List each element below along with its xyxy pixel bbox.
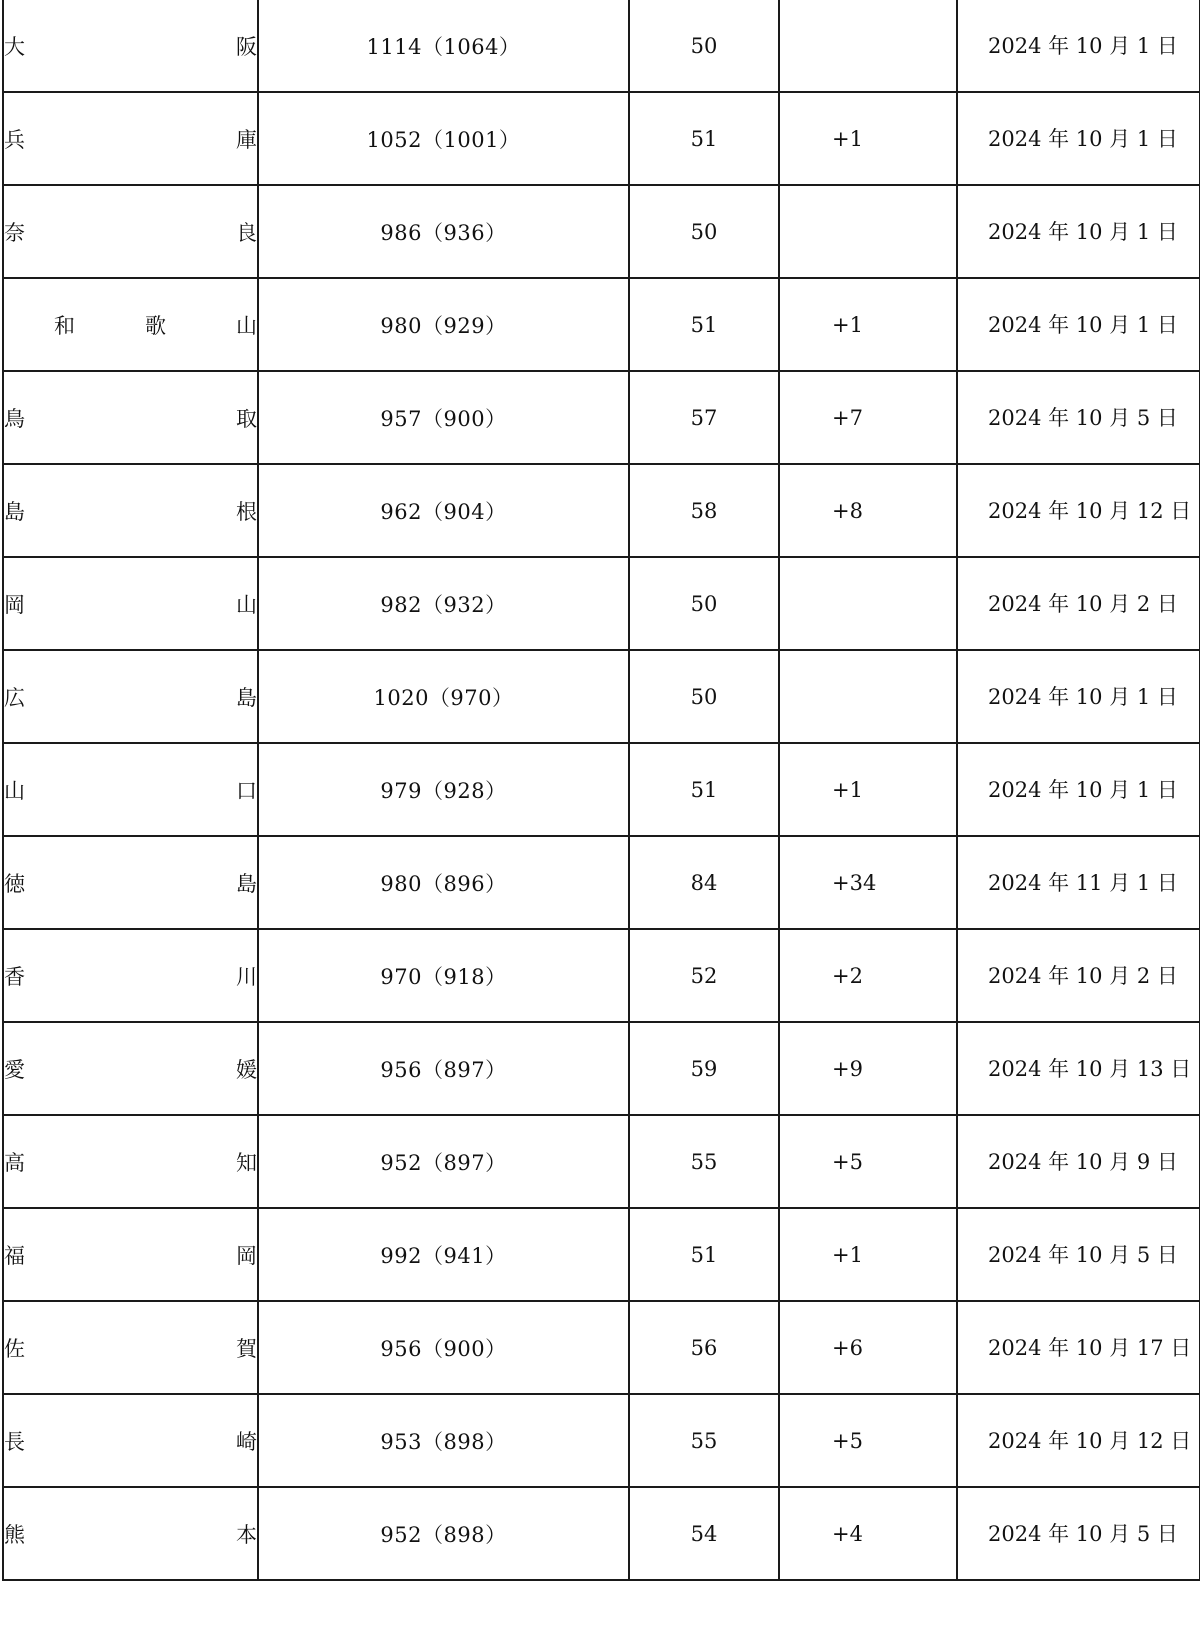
- table-row: [3, 743, 1200, 836]
- difference-cell: [779, 185, 957, 278]
- prefecture-char: 媛: [236, 1057, 257, 1082]
- table-row: [3, 557, 1200, 650]
- prefecture-char: 福: [4, 1243, 25, 1268]
- effective-date-cell: [957, 92, 1200, 185]
- prefecture-char: 奈: [4, 220, 25, 245]
- prefecture-name: [4, 1426, 257, 1456]
- prefecture-name: [54, 310, 257, 340]
- effective-date-cell: [957, 0, 1200, 92]
- prefecture-char: 知: [236, 1150, 257, 1175]
- prefecture-name: [4, 961, 257, 991]
- prefecture-cell: [3, 557, 258, 650]
- effective-date: 2024 年 10 月 1 日: [988, 33, 1178, 58]
- difference-cell: [779, 650, 957, 743]
- wage-amount-cell: 962（904）: [258, 464, 629, 557]
- wage-amount-cell: 952（897）: [258, 1115, 629, 1208]
- table-row: [3, 0, 1200, 92]
- raise-amount-cell: 52: [629, 929, 779, 1022]
- wage-amount-cell: 952（898）: [258, 1487, 629, 1580]
- raise-amount-cell: 51: [629, 278, 779, 371]
- effective-date-cell: [957, 1208, 1200, 1301]
- prefecture-name: [4, 496, 257, 526]
- difference-cell: +5: [779, 1394, 957, 1487]
- prefecture-char: 山: [236, 592, 257, 617]
- effective-date-cell: [957, 557, 1200, 650]
- prefecture-char: 山: [4, 778, 25, 803]
- effective-date-cell: [957, 1115, 1200, 1208]
- prefecture-char: 口: [236, 778, 257, 803]
- raise-amount-cell: 50: [629, 650, 779, 743]
- prefecture-name: [4, 868, 257, 898]
- prefecture-char: 愛: [4, 1057, 25, 1082]
- prefecture-char: 川: [236, 964, 257, 989]
- effective-date: 2024 年 10 月 12 日: [988, 498, 1192, 523]
- prefecture-cell: [3, 371, 258, 464]
- difference-cell: +8: [779, 464, 957, 557]
- difference-cell: +1: [779, 1208, 957, 1301]
- wage-amount-cell: 980（896）: [258, 836, 629, 929]
- raise-amount-cell: 55: [629, 1394, 779, 1487]
- prefecture-char: 岡: [4, 592, 25, 617]
- prefecture-char: 徳: [4, 871, 25, 896]
- prefecture-char: 良: [236, 220, 257, 245]
- prefecture-name: [4, 1519, 257, 1549]
- effective-date: 2024 年 10 月 1 日: [988, 777, 1178, 802]
- difference-cell: +34: [779, 836, 957, 929]
- raise-amount-cell: 50: [629, 0, 779, 92]
- table-row: [3, 836, 1200, 929]
- effective-date: 2024 年 10 月 1 日: [988, 219, 1178, 244]
- prefecture-cell: [3, 1394, 258, 1487]
- prefecture-char: 庫: [236, 127, 257, 152]
- prefecture-char: 和: [54, 313, 75, 338]
- effective-date-cell: [957, 1487, 1200, 1580]
- prefecture-cell: [3, 1022, 258, 1115]
- difference-cell: [779, 557, 957, 650]
- wage-amount-cell: 1114（1064）: [258, 0, 629, 92]
- wage-amount-cell: 982（932）: [258, 557, 629, 650]
- prefecture-cell: [3, 0, 258, 92]
- wage-amount-cell: 970（918）: [258, 929, 629, 1022]
- effective-date-cell: [957, 650, 1200, 743]
- prefecture-cell: [3, 278, 258, 371]
- wage-amount-cell: 980（929）: [258, 278, 629, 371]
- prefecture-cell: [3, 743, 258, 836]
- prefecture-char: 取: [236, 406, 257, 431]
- effective-date-cell: [957, 743, 1200, 836]
- prefecture-char: 島: [4, 499, 25, 524]
- table-row: [3, 1208, 1200, 1301]
- difference-cell: [779, 0, 957, 92]
- raise-amount-cell: 51: [629, 92, 779, 185]
- prefecture-char: 鳥: [4, 406, 25, 431]
- raise-amount-cell: 51: [629, 1208, 779, 1301]
- effective-date: 2024 年 11 月 1 日: [988, 870, 1178, 895]
- prefecture-name: [4, 589, 257, 619]
- raise-amount-cell: 55: [629, 1115, 779, 1208]
- difference-cell: +6: [779, 1301, 957, 1394]
- wage-amount-cell: 992（941）: [258, 1208, 629, 1301]
- prefecture-name: [4, 682, 257, 712]
- raise-amount-cell: 51: [629, 743, 779, 836]
- prefecture-char: 佐: [4, 1336, 25, 1361]
- table-row: [3, 278, 1200, 371]
- prefecture-name: [4, 1333, 257, 1363]
- effective-date: 2024 年 10 月 5 日: [988, 1521, 1178, 1546]
- prefecture-name: [4, 124, 257, 154]
- prefecture-char: 島: [236, 871, 257, 896]
- prefecture-char: 広: [4, 685, 25, 710]
- difference-cell: +1: [779, 92, 957, 185]
- effective-date-cell: [957, 464, 1200, 557]
- prefecture-cell: [3, 185, 258, 278]
- table-row: [3, 371, 1200, 464]
- effective-date: 2024 年 10 月 17 日: [988, 1335, 1192, 1360]
- effective-date: 2024 年 10 月 1 日: [988, 126, 1178, 151]
- effective-date: 2024 年 10 月 2 日: [988, 591, 1178, 616]
- table-row: [3, 929, 1200, 1022]
- difference-cell: +2: [779, 929, 957, 1022]
- effective-date: 2024 年 10 月 5 日: [988, 1242, 1178, 1267]
- table-row: [3, 1394, 1200, 1487]
- effective-date-cell: [957, 278, 1200, 371]
- effective-date-cell: [957, 1394, 1200, 1487]
- prefecture-cell: [3, 650, 258, 743]
- effective-date: 2024 年 10 月 1 日: [988, 312, 1178, 337]
- wage-amount-cell: 957（900）: [258, 371, 629, 464]
- raise-amount-cell: 58: [629, 464, 779, 557]
- prefecture-char: 大: [4, 34, 25, 59]
- difference-cell: +1: [779, 743, 957, 836]
- prefecture-char: 岡: [236, 1243, 257, 1268]
- prefecture-name: [4, 31, 257, 61]
- prefecture-cell: [3, 1208, 258, 1301]
- prefecture-cell: [3, 929, 258, 1022]
- prefecture-cell: [3, 1487, 258, 1580]
- difference-cell: +9: [779, 1022, 957, 1115]
- prefecture-cell: [3, 464, 258, 557]
- prefecture-char: 崎: [236, 1429, 257, 1454]
- prefecture-char: 香: [4, 964, 25, 989]
- effective-date: 2024 年 10 月 1 日: [988, 684, 1178, 709]
- difference-cell: +4: [779, 1487, 957, 1580]
- raise-amount-cell: 59: [629, 1022, 779, 1115]
- prefecture-char: 山: [236, 313, 257, 338]
- table-body: [3, 0, 1200, 1580]
- table-row: [3, 1301, 1200, 1394]
- prefecture-name: [4, 775, 257, 805]
- prefecture-char: 阪: [236, 34, 257, 59]
- effective-date: 2024 年 10 月 12 日: [988, 1428, 1192, 1453]
- raise-amount-cell: 57: [629, 371, 779, 464]
- difference-cell: +5: [779, 1115, 957, 1208]
- prefecture-char: 根: [236, 499, 257, 524]
- table-row: [3, 464, 1200, 557]
- effective-date: 2024 年 10 月 13 日: [988, 1056, 1192, 1081]
- effective-date-cell: [957, 371, 1200, 464]
- difference-cell: +7: [779, 371, 957, 464]
- wage-amount-cell: 956（900）: [258, 1301, 629, 1394]
- prefecture-cell: [3, 1115, 258, 1208]
- prefecture-char: 島: [236, 685, 257, 710]
- wage-amount-cell: 979（928）: [258, 743, 629, 836]
- prefecture-char: 賀: [236, 1336, 257, 1361]
- raise-amount-cell: 50: [629, 185, 779, 278]
- prefecture-cell: [3, 836, 258, 929]
- prefecture-name: [4, 403, 257, 433]
- table-row: [3, 1487, 1200, 1580]
- table-row: [3, 1115, 1200, 1208]
- wage-amount-cell: 986（936）: [258, 185, 629, 278]
- table-row: [3, 185, 1200, 278]
- wage-amount-cell: 953（898）: [258, 1394, 629, 1487]
- raise-amount-cell: 50: [629, 557, 779, 650]
- effective-date: 2024 年 10 月 5 日: [988, 405, 1178, 430]
- prefecture-char: 長: [4, 1429, 25, 1454]
- table-row: [3, 650, 1200, 743]
- prefecture-name: [4, 1240, 257, 1270]
- prefecture-char: 兵: [4, 127, 25, 152]
- prefecture-char: 本: [236, 1522, 257, 1547]
- difference-cell: +1: [779, 278, 957, 371]
- effective-date: 2024 年 10 月 9 日: [988, 1149, 1178, 1174]
- prefecture-name: [4, 1054, 257, 1084]
- prefecture-cell: [3, 1301, 258, 1394]
- raise-amount-cell: 56: [629, 1301, 779, 1394]
- table-row: [3, 1022, 1200, 1115]
- wage-amount-cell: 1052（1001）: [258, 92, 629, 185]
- prefecture-char: 歌: [145, 313, 166, 338]
- raise-amount-cell: 84: [629, 836, 779, 929]
- prefecture-char: 熊: [4, 1522, 25, 1547]
- table-row: [3, 92, 1200, 185]
- prefecture-name: [4, 217, 257, 247]
- effective-date-cell: [957, 185, 1200, 278]
- effective-date-cell: [957, 929, 1200, 1022]
- prefecture-char: 高: [4, 1150, 25, 1175]
- prefecture-cell: [3, 92, 258, 185]
- wage-amount-cell: 1020（970）: [258, 650, 629, 743]
- minimum-wage-table: [2, 0, 1200, 1581]
- prefecture-name: [4, 1147, 257, 1177]
- effective-date-cell: [957, 836, 1200, 929]
- effective-date: 2024 年 10 月 2 日: [988, 963, 1178, 988]
- effective-date-cell: [957, 1022, 1200, 1115]
- raise-amount-cell: 54: [629, 1487, 779, 1580]
- effective-date-cell: [957, 1301, 1200, 1394]
- wage-amount-cell: 956（897）: [258, 1022, 629, 1115]
